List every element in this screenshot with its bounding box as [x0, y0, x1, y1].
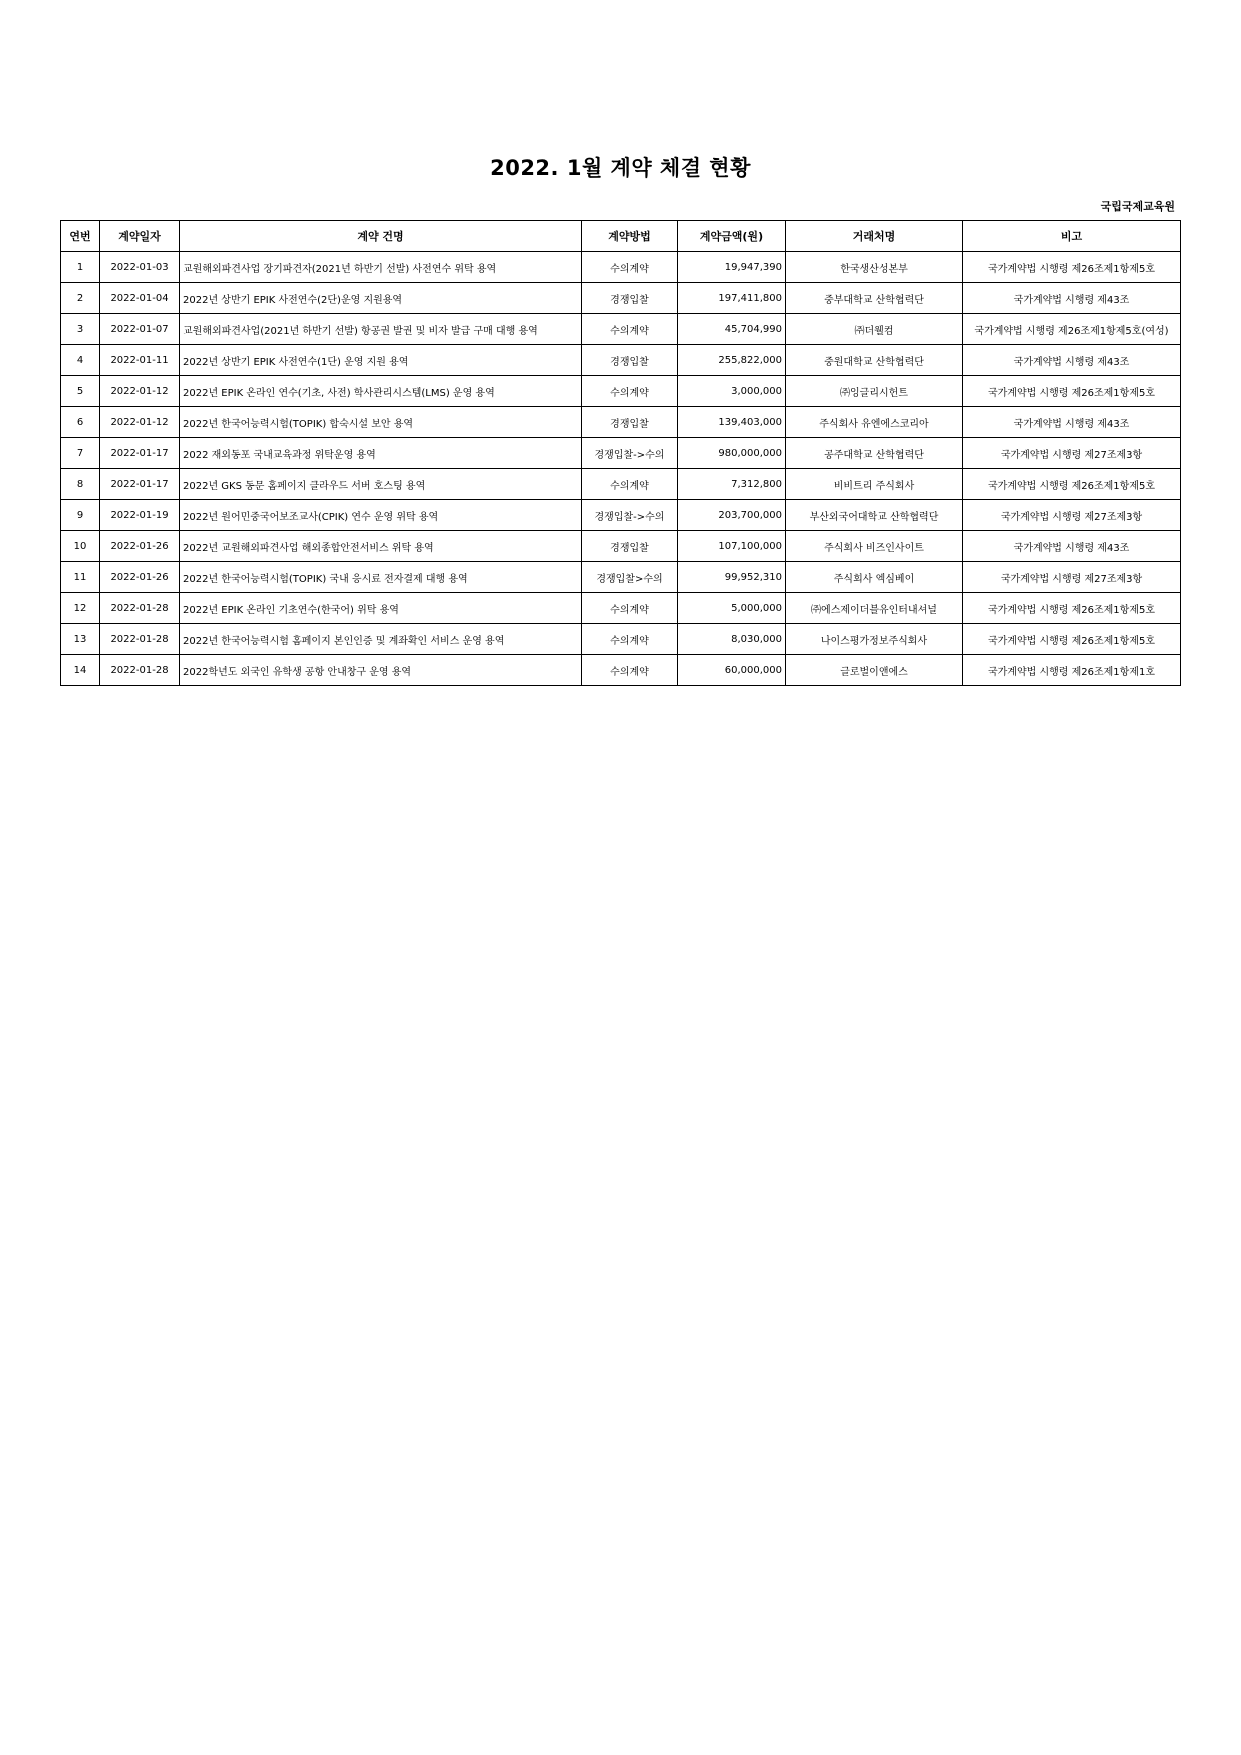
cell-seq: 7 — [61, 438, 100, 469]
cell-method: 수의계약 — [582, 593, 678, 624]
cell-seq: 13 — [61, 624, 100, 655]
cell-method: 경쟁입찰 — [582, 345, 678, 376]
cell-note: 국가계약법 시행령 제27조제3항 — [963, 438, 1181, 469]
cell-amount: 60,000,000 — [678, 655, 786, 686]
cell-note: 국가계약법 시행령 제26조제1항제5호 — [963, 469, 1181, 500]
table-row — [61, 593, 1181, 624]
cell-date: 2022-01-03 — [100, 252, 180, 283]
column-header-note: 비고 — [963, 221, 1181, 252]
cell-note: 국가계약법 시행령 제26조제1항제5호 — [963, 376, 1181, 407]
cell-method: 경쟁입찰 — [582, 531, 678, 562]
cell-seq: 11 — [61, 562, 100, 593]
cell-method: 수의계약 — [582, 376, 678, 407]
cell-date: 2022-01-12 — [100, 407, 180, 438]
cell-date: 2022-01-17 — [100, 438, 180, 469]
cell-vendor: 주식회사 엑심베이 — [786, 562, 963, 593]
cell-amount: 8,030,000 — [678, 624, 786, 655]
table-row — [61, 562, 1181, 593]
column-header-seq: 연번 — [61, 221, 100, 252]
cell-date: 2022-01-04 — [100, 283, 180, 314]
cell-seq: 14 — [61, 655, 100, 686]
cell-amount: 7,312,800 — [678, 469, 786, 500]
cell-date: 2022-01-17 — [100, 469, 180, 500]
cell-note: 국가계약법 시행령 제26조제1항제5호(여성) — [963, 314, 1181, 345]
cell-method: 수의계약 — [582, 314, 678, 345]
cell-note: 국가계약법 시행령 제27조제3항 — [963, 562, 1181, 593]
cell-amount: 203,700,000 — [678, 500, 786, 531]
cell-note: 국가계약법 시행령 제26조제1항제1호 — [963, 655, 1181, 686]
table-header-row — [61, 221, 1181, 252]
table-body — [61, 252, 1181, 686]
column-header-vendor: 거래처명 — [786, 221, 963, 252]
cell-note: 국가계약법 시행령 제43조 — [963, 345, 1181, 376]
column-header-name: 계약 건명 — [180, 221, 582, 252]
cell-date: 2022-01-28 — [100, 624, 180, 655]
cell-note: 국가계약법 시행령 제27조제3항 — [963, 500, 1181, 531]
table-row — [61, 314, 1181, 345]
cell-amount: 139,403,000 — [678, 407, 786, 438]
cell-method: 경쟁입찰->수의 — [582, 500, 678, 531]
cell-seq: 9 — [61, 500, 100, 531]
table-row — [61, 252, 1181, 283]
cell-seq: 8 — [61, 469, 100, 500]
cell-date: 2022-01-26 — [100, 562, 180, 593]
cell-vendor: 주식회사 유엔에스코리아 — [786, 407, 963, 438]
cell-name: 교원해외파견사업 장기파견자(2021년 하반기 선발) 사전연수 위탁 용역 — [180, 252, 582, 283]
cell-name: 2022학년도 외국인 유학생 공항 안내창구 운영 용역 — [180, 655, 582, 686]
cell-name: 2022년 GKS 동문 홈페이지 클라우드 서버 호스팅 용역 — [180, 469, 582, 500]
page-title: 2022. 1월 계약 체결 현황 — [490, 156, 751, 180]
cell-method: 경쟁입찰->수의 — [582, 438, 678, 469]
cell-name: 2022년 한국어능력시험(TOPIK) 국내 응시료 전자결제 대행 용역 — [180, 562, 582, 593]
cell-vendor: 중원대학교 산학협력단 — [786, 345, 963, 376]
cell-method: 경쟁입찰 — [582, 407, 678, 438]
cell-seq: 12 — [61, 593, 100, 624]
cell-name: 2022년 교원해외파견사업 해외종합안전서비스 위탁 용역 — [180, 531, 582, 562]
cell-vendor: 나이스평가정보주식회사 — [786, 624, 963, 655]
cell-vendor: 글로벌이앤에스 — [786, 655, 963, 686]
cell-vendor: 공주대학교 산학협력단 — [786, 438, 963, 469]
cell-date: 2022-01-28 — [100, 593, 180, 624]
cell-date: 2022-01-07 — [100, 314, 180, 345]
cell-name: 2022년 상반기 EPIK 사전연수(1단) 운영 지원 용역 — [180, 345, 582, 376]
cell-amount: 45,704,990 — [678, 314, 786, 345]
cell-note: 국가계약법 시행령 제43조 — [963, 283, 1181, 314]
cell-amount: 5,000,000 — [678, 593, 786, 624]
cell-method: 수의계약 — [582, 469, 678, 500]
cell-vendor: ㈜에스제이더블유인터내셔널 — [786, 593, 963, 624]
cell-name: 2022년 EPIK 온라인 연수(기초, 사전) 학사관리시스템(LMS) 운영 용역 — [180, 376, 582, 407]
cell-vendor: 한국생산성본부 — [786, 252, 963, 283]
cell-vendor: 중부대학교 산학협력단 — [786, 283, 963, 314]
cell-seq: 5 — [61, 376, 100, 407]
table-row — [61, 624, 1181, 655]
cell-method: 수의계약 — [582, 624, 678, 655]
table-row — [61, 376, 1181, 407]
table-row — [61, 655, 1181, 686]
cell-name: 2022년 EPIK 온라인 기초연수(한국어) 위탁 용역 — [180, 593, 582, 624]
cell-date: 2022-01-12 — [100, 376, 180, 407]
cell-seq: 6 — [61, 407, 100, 438]
cell-note: 국가계약법 시행령 제26조제1항제5호 — [963, 252, 1181, 283]
cell-name: 2022년 원어민중국어보조교사(CPIK) 연수 운영 위탁 용역 — [180, 500, 582, 531]
cell-date: 2022-01-19 — [100, 500, 180, 531]
cell-method: 수의계약 — [582, 655, 678, 686]
cell-amount: 197,411,800 — [678, 283, 786, 314]
column-header-date: 계약일자 — [100, 221, 180, 252]
cell-name: 2022년 상반기 EPIK 사전연수(2단)운영 지원용역 — [180, 283, 582, 314]
cell-date: 2022-01-28 — [100, 655, 180, 686]
cell-note: 국가계약법 시행령 제43조 — [963, 407, 1181, 438]
cell-method: 경쟁입찰 — [582, 283, 678, 314]
cell-date: 2022-01-26 — [100, 531, 180, 562]
cell-name: 2022년 한국어능력시험(TOPIK) 합숙시설 보안 용역 — [180, 407, 582, 438]
cell-name: 교원해외파견사업(2021년 하반기 선발) 항공권 발권 및 비자 발급 구매 대행 용역 — [180, 314, 582, 345]
cell-name: 2022년 한국어능력시험 홈페이지 본인인증 및 계좌확인 서비스 운영 용역 — [180, 624, 582, 655]
cell-note: 국가계약법 시행령 제43조 — [963, 531, 1181, 562]
cell-note: 국가계약법 시행령 제26조제1항제5호 — [963, 624, 1181, 655]
cell-seq: 3 — [61, 314, 100, 345]
cell-vendor: 부산외국어대학교 산학협력단 — [786, 500, 963, 531]
cell-amount: 19,947,390 — [678, 252, 786, 283]
column-header-method: 계약방법 — [582, 221, 678, 252]
cell-vendor: ㈜더웰컴 — [786, 314, 963, 345]
cell-amount: 107,100,000 — [678, 531, 786, 562]
column-header-amount: 계약금액(원) — [678, 221, 786, 252]
cell-amount: 3,000,000 — [678, 376, 786, 407]
cell-note: 국가계약법 시행령 제26조제1항제5호 — [963, 593, 1181, 624]
table-row — [61, 531, 1181, 562]
cell-amount: 255,822,000 — [678, 345, 786, 376]
table-row — [61, 438, 1181, 469]
cell-amount: 99,952,310 — [678, 562, 786, 593]
cell-seq: 4 — [61, 345, 100, 376]
cell-name: 2022 재외동포 국내교육과정 위탁운영 용역 — [180, 438, 582, 469]
cell-amount: 980,000,000 — [678, 438, 786, 469]
cell-vendor: ㈜잉글리시헌트 — [786, 376, 963, 407]
cell-method: 경쟁입찰>수의 — [582, 562, 678, 593]
table-row — [61, 345, 1181, 376]
cell-method: 수의계약 — [582, 252, 678, 283]
organization-name: 국립국제교육원 — [1100, 200, 1175, 213]
cell-vendor: 비비트리 주식회사 — [786, 469, 963, 500]
table-row — [61, 407, 1181, 438]
table-row — [61, 283, 1181, 314]
table-row — [61, 469, 1181, 500]
table-row — [61, 500, 1181, 531]
cell-vendor: 주식회사 비즈인사이트 — [786, 531, 963, 562]
cell-seq: 2 — [61, 283, 100, 314]
cell-seq: 10 — [61, 531, 100, 562]
cell-date: 2022-01-11 — [100, 345, 180, 376]
cell-seq: 1 — [61, 252, 100, 283]
contracts-table — [60, 220, 1181, 686]
